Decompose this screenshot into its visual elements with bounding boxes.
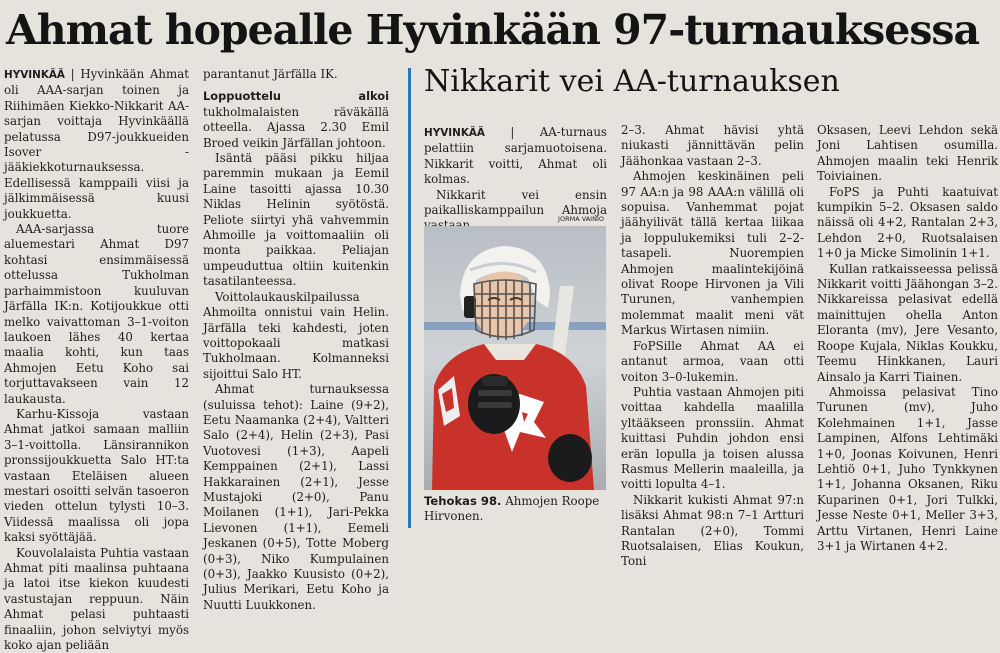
article2-paragraph: Nikkarit vei ensin paikalliskamppailun Ahmoja	[424, 187, 607, 218]
article1-paragraph: Voittolaukauskilpailussa Ahmoilta onnistui vain Helin. Järfälla teki kahdesti, joten voittopokaali matkasi Tukholmaan. Kolmanneksi sijoittui Salo HT.	[203, 289, 389, 381]
article2-paragraph: Puhtia vastaan Ahmojen piti voittaa kahdella maalilla yltääkseen pronssiin. Ahmat kuittasi Puhdin johdon ensi erän lopulla ja toisen alussa Rasmus Mellerin maaleilla, ja voitti lopulta 4–1.	[621, 384, 804, 492]
article1-paragraph: Kouvolalaista Puhtia vastaan Ahmat piti maalinsa puhtaana ja latoi itse kiekon kuudesti vastustajan reppuun. Näin Ahmat pelasi puhtaasti finaaliin, johon selviytyi myös koko ajan peliään	[4, 545, 189, 653]
photo-caption	[424, 494, 608, 528]
article2-headline: Nikkarit vei AA-turnauksen	[424, 64, 840, 99]
article1-paragraph: parantanut Järfälla IK.	[203, 67, 338, 81]
article2-paragraph: FoPS ja Puhti kaatuivat kumpikin 5–2. Oksasen saldo näissä oli 4+2, Rantalan 2+3, Lehdon 2+0, Ruotsalaisen 1+0 ja Micke Simolinin 1+1.	[817, 184, 998, 261]
hockey-player-photo	[424, 226, 606, 490]
article2-paragraph: Ahmoissa pelasivat Tino Turunen (mv), Juho Kolehmainen 1+1, Jasse Lampinen, Alfons Lehtimäki 1+0, Joonas Koivunen, Henri Lehtiö 0+1, Juho Tynkkynen 1+1, Johanna Oksanen, Riku Kuparinen 0+1, Jori Tulkki, Jesse Neste 0+1, Meller 3+3, Arttu Virtanen, Henri Laine 3+1 ja Wirtanen 4+2.	[817, 384, 998, 553]
article1-paragraph: HYVINKÄÄ | Hyvinkään Ahmat oli AAA-sarjan toinen ja Riihimäen Kiekko-Nikkarit AA-sarjan voittaja Hyvinkäällä pelatussa D97-joukkueiden Isover -jääkiekkoturnauksessa. Edellisessä kamppaili viisi ja jälkimmäisessä kuusi joukkuetta.	[4, 67, 189, 221]
article2-paragraph: Oksasen, Leevi Lehdon sekä Joni Lahtisen osumilla. Ahmojen maalin teki Henrik Toiviainen.	[817, 123, 998, 184]
article1-paragraph: AAA-sarjassa tuore aluemestari Ahmat D97 kohtasi ensimmäisessä ottelussa Tukholman parhaimmistoon kuuluvan Järfälla IK:n. Kotijoukkue otti melko vaivattoman 3–1-voiton laukoen lähes 40 kertaa maalia kohti, kun taas Ahmojen Eetu Koho sai torjuttavakseen vain 12 laukausta.	[4, 222, 189, 406]
article2-column-3	[424, 125, 607, 218]
article2-paragraph: FoPSille Ahmat AA ei antanut armoa, vaan otti voiton 3–0-lukemin.	[621, 338, 804, 384]
article2-paragraph: HYVINKÄÄ | AA-turnaus pelattiin sarjamuotoisena. Nikkarit voitti, Ahmat oli kolmas.	[424, 125, 607, 187]
article2-text: AA-turnaus pelattiin sarjamuotoisena. Nikkarit voitti, Ahmat oli kolmas.	[424, 125, 607, 187]
article1-column-2	[203, 67, 389, 612]
article1-text: Hyvinkään Ahmat oli AAA-sarjan toinen ja Riihimäen Kiekko-Nikkarit AA-sarjan voittaja Hyvinkäällä pelatussa D97-joukkueiden Isover -jääkiekkoturnauksessa. Edellisessä kamppaili viisi ja jälkimmäisessä kuusi joukkuetta.	[4, 67, 189, 221]
column-separator	[408, 68, 411, 528]
photo-credit: JORMA VAINIO	[558, 215, 604, 223]
article1-paragraph: Ahmat turnauksessa (suluissa tehot): Laine (9+2), Eetu Naamanka (2+4), Valtteri Salo (2+4), Helin (2+3), Pasi Vuotovesi (1+3), Aapeli Kemppainen (2+1), Lassi Hakkarainen (2+1), Jesse Mustajoki (2+0), Panu Moilanen (1+1), Jari-Pekka Lievonen (1+1), Eemeli Jeskanen (0+5), Totte Moberg (0+3), Niko Kumpulainen (0+3), Jaakko Kuusisto (0+2), Julius Merikari, Eetu Koho ja Nuutti Luukkonen.	[203, 382, 389, 612]
article2-column-4	[621, 123, 804, 569]
headline: Ahmat hopealle Hyvinkään 97-turnauksessa	[6, 6, 980, 54]
article2-paragraph: 2–3. Ahmat hävisi yhtä niukasti jännittävän pelin Jäähonkaa vastaan 2–3.	[621, 123, 804, 168]
section-lead: Loppuottelu alkoi	[203, 89, 389, 104]
article1-paragraph: Karhu-Kissoja vastaan Ahmat jatkoi samaan malliin 3–1-voittolla. Länsirannikon pronssijoukkuetta Salo HT:ta vastaan Eteläisen alueen mestari osoitti selvän tasoeron vieden ottelun tylysti 10–3. Viidessä maalissa oli jopa kaksi syöttäjää.	[4, 406, 189, 545]
article1-column-1	[4, 67, 189, 653]
caption-lead: Tehokas 98.	[424, 494, 502, 508]
article2-paragraph: Ahmojen keskinäinen peli 97 AA:n ja 98 AAA:n välillä oli sopuisa. Vanhemmat pojat jäähyilivät tällä kertaa liikaa ja loppulukemiksi tuli 2–2-tasapeli. Nuorempien Ahmojen maalintekijöinä olivat Roope Hirvonen ja Vili Turunen, vanhempien molemmat maalit meni vät Markus Wirtasen nimiin.	[621, 169, 804, 338]
article1-paragraph	[203, 89, 389, 151]
dateline: HYVINKÄÄ	[4, 69, 65, 81]
article1-paragraph: Isäntä pääsi pikku hiljaa paremmin mukaan ja Eemil Laine tasoitti ajassa 10.30 Niklas Helinin syötöstä. Peliote siirtyi yhä vahvemmin Ahmoille ja voittomaaliin oli monta paikkaa. Peliajan umpeuduttua oltiin kuitenkin tasatilanteessa.	[203, 151, 389, 289]
caption-text: Ahmojen Roope Hirvonen.	[424, 494, 600, 524]
article1-text: tukholmalaisten räväkällä otteella. Ajassa 2.30 Emil Broed veikin Järfällan johtoon.	[203, 104, 389, 150]
dateline: HYVINKÄÄ	[424, 127, 485, 139]
article2-paragraph: Kullan ratkaisseessa pelissä Nikkarit voitti Jäähongan 3–2. Nikkareissa pelasivat edellä mainittujen ohella Anton Eloranta (mv), Jere Vesanto, Roope Kujala, Niklas Koukku, Teemu Hinkkanen, Lauri Ainsalo ja Karri Tiainen.	[817, 261, 998, 384]
article2-paragraph: Nikkarit kukisti Ahmat 97:n lisäksi Ahmat 98:n 7–1 Artturi Rantalan (2+0), Tommi Ruotsalaisen, Elias Koukun, Toni	[621, 492, 804, 569]
article2-column-5	[817, 123, 998, 553]
